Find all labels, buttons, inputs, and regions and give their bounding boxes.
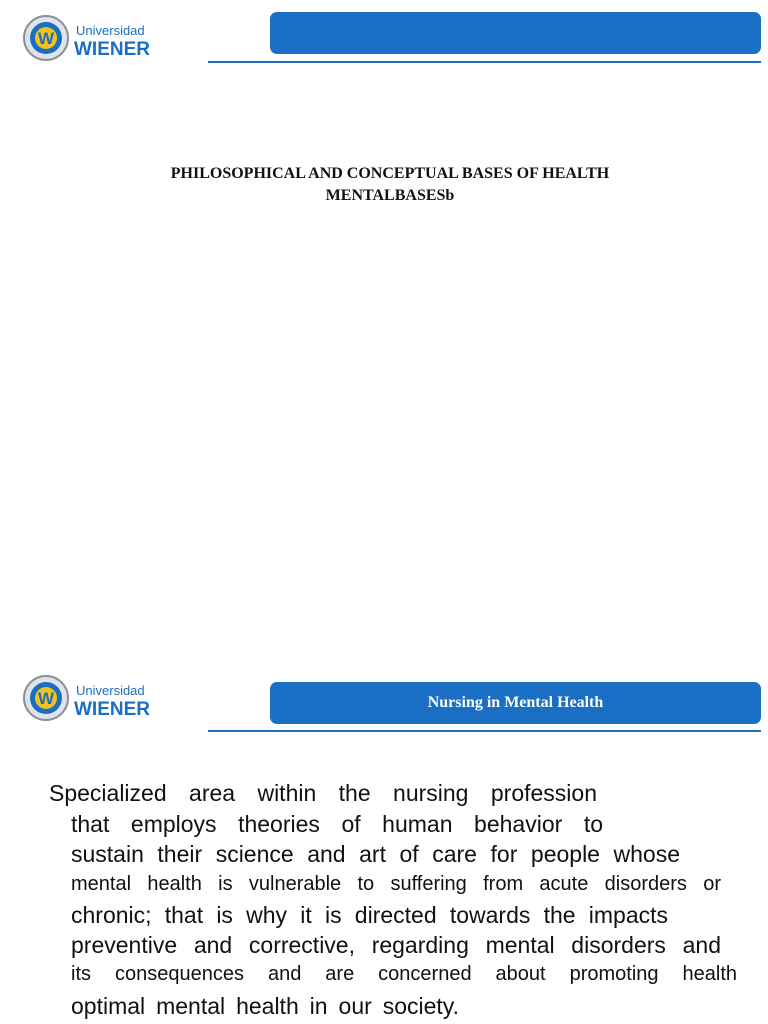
slide-2 [0, 660, 768, 1024]
paragraph-line: optimal mental health in our society. [71, 993, 459, 1019]
header-divider [208, 61, 761, 63]
paragraph-line: sustain their science and art of care for people whose [71, 841, 680, 867]
paragraph-line: that employs theories of human behavior to [71, 811, 603, 837]
paragraph-line: Specialized area within the nursing profession [49, 780, 597, 806]
university-logo [22, 12, 188, 64]
title-line-2: MENTALBASESb [325, 187, 455, 204]
slide-title [100, 163, 680, 207]
svg-text:WIENER: WIENER [74, 699, 150, 720]
svg-text:W: W [37, 689, 55, 708]
header-title: Nursing in Mental Health [427, 694, 604, 711]
paragraph-line: preventive and corrective, regarding mental disorders and [71, 932, 721, 958]
header-banner [270, 682, 761, 724]
wiener-logo-icon [22, 672, 188, 724]
wiener-logo-icon [22, 12, 188, 64]
svg-text:Universidad: Universidad [76, 23, 145, 38]
paragraph-line: chronic; that is why it is directed towards the impacts [71, 902, 668, 928]
svg-text:W: W [37, 29, 55, 48]
paragraph-line: mental health is vulnerable to suffering from acute disorders or [71, 873, 721, 895]
header-divider [208, 730, 761, 732]
title-line-1: PHILOSOPHICAL AND CONCEPTUAL BASES OF HEALTH [170, 165, 610, 182]
header-banner [270, 12, 761, 54]
university-logo [22, 672, 188, 724]
svg-text:WIENER: WIENER [74, 39, 150, 60]
svg-text:Universidad: Universidad [76, 683, 145, 698]
paragraph-line: its consequences and are concerned about promoting health [71, 963, 737, 985]
